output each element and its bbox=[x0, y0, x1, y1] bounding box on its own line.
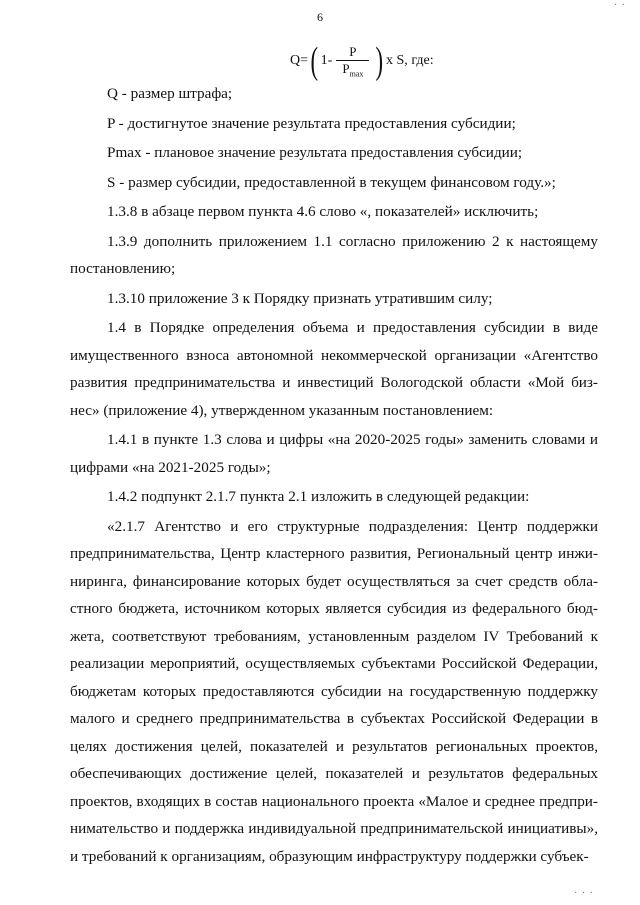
paragraph-1-4-2: 1.4.2 подпункт 2.1.7 пункта 2.1 изложить в следующей редакции: bbox=[107, 488, 530, 505]
paragraph-q-definition: Q - размер штрафа; bbox=[107, 85, 233, 102]
paragraph-1-3-10: 1.3.10 приложение 3 к Порядку признать утратившим силу; bbox=[107, 289, 493, 307]
bottom-mark: · · · bbox=[574, 888, 594, 899]
formula-denominator-subscript: max bbox=[349, 69, 364, 79]
paragraph-1-4: 1.4 в Порядке определения объема и предоставления субсидии в виде имущественного взноса автономной некоммерческой организации «Агентство развития предпринимательства и инвестиций Вологодской области «Мой биз- нес» (приложение 4), утвержденном указанным постановлением: bbox=[70, 319, 598, 419]
formula-fraction bbox=[336, 44, 369, 79]
page-number: 6 bbox=[317, 10, 323, 24]
paragraph-1-4-1: 1.4.1 в пункте 1.3 слова и цифры «на 2020-2025 годы» заменить словами и цифрами «на 2021-2025 годы»; bbox=[70, 431, 598, 476]
paragraph-2-1-7-quote: «2.1.7 Агентство и его структурные подразделения: Центр поддержки предпринимательства, Центр кластерного развития, Региональный центр инжи- ниринга, финансирование которых будет осуществляться за счет средств обла- стного бюджета, источником которых является субсидия из федерального бюд- жета, соответствуют требованиям, установленным разделом IV Требований к реализации мероприятий, осуществляемых субъектами Российской Федерации, бюджетам которых предоставляются субсидии на государственную поддержку малого и среднего предпринимательства в субъектах Российской Федерации в целях достижения целей, показателей и результатов региональных проектов, обеспечивающих достижение целей, показателей и результатов федеральных проектов, входящих в состав национального проекта «Малое и среднее предпри- нимательство и поддержка индивидуальной предпринимательской инициативы», и требований к организациям, образующим инфраструктуру поддержки субъек- bbox=[70, 517, 598, 865]
formula-left-paren: ( bbox=[310, 40, 319, 82]
paragraph-pmax-definition: Pmax - плановое значение результата предоставления субсидии; bbox=[107, 144, 523, 161]
formula-denominator: $P_{max}$ bbox=[336, 60, 369, 79]
paragraph-1-3-8: 1.3.8 в абзаце первом пункта 4.6 слово «, показателей» исключить; bbox=[107, 203, 539, 220]
corner-mark: · · bbox=[613, 0, 626, 11]
formula-lhs: Q= bbox=[290, 53, 309, 68]
formula-where: где: bbox=[411, 53, 434, 68]
formula-tail: x S, bbox=[386, 53, 408, 68]
formula-numerator: P bbox=[349, 43, 357, 59]
formula-right-paren: ) bbox=[375, 40, 384, 82]
document-body bbox=[70, 80, 598, 870]
paragraph-s-definition: S - размер субсидии, предоставленной в текущем финансовом году.»; bbox=[107, 173, 556, 191]
formula-one-minus: 1- bbox=[320, 53, 333, 68]
penalty-formula bbox=[290, 36, 434, 86]
paragraph-p-definition: P - достигнутое значение результата предоставления субсидии; bbox=[107, 114, 516, 132]
paragraph-1-3-9: 1.3.9 дополнить приложением 1.1 согласно приложению 2 к настоящему постановлению; bbox=[70, 232, 598, 277]
